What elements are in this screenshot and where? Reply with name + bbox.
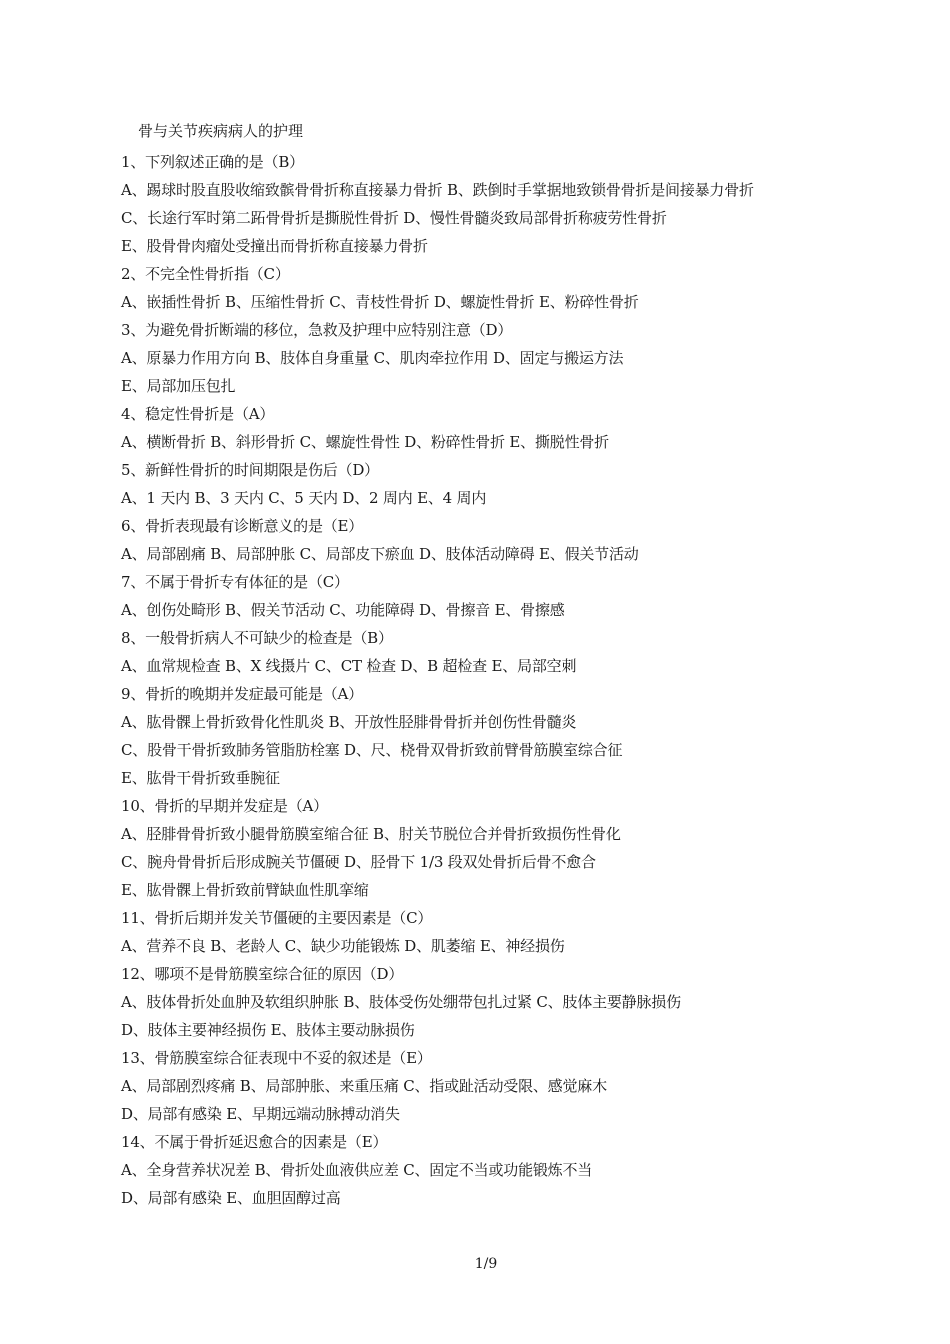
text-line: A、嵌插性骨折 B、压缩性骨折 C、青枝性骨折 D、螺旋性骨折 E、粉碎性骨折 xyxy=(121,293,639,311)
text-line: 11、骨折后期并发关节僵硬的主要因素是（C） xyxy=(121,909,433,927)
text-line: A、创伤处畸形 B、假关节活动 C、功能障碍 D、骨擦音 E、骨擦感 xyxy=(121,601,565,619)
text-line: 8、一般骨折病人不可缺少的检查是（B） xyxy=(121,629,393,647)
text-line: 1、下列叙述正确的是（B） xyxy=(121,153,304,171)
question-list xyxy=(121,148,901,1212)
text-line: A、横断骨折 B、斜形骨折 C、螺旋性骨性 D、粉碎性骨折 E、撕脱性骨折 xyxy=(121,433,609,451)
text-line: A、血常规检查 B、X 线摄片 C、CT 检查 D、B 超检查 E、局部空刺 xyxy=(121,657,577,675)
text-line: D、局部有感染 E、早期远端动脉搏动消失 xyxy=(121,1105,400,1123)
page-number: 1/9 xyxy=(474,1256,498,1272)
text-line: E、股骨骨肉瘤处受撞出而骨折称直接暴力骨折 xyxy=(121,237,428,255)
text-line: 12、哪项不是骨筋膜室综合征的原因（D） xyxy=(121,965,404,983)
text-line: A、营养不良 B、老龄人 C、缺少功能锻炼 D、肌萎缩 E、神经损伤 xyxy=(121,937,565,955)
text-line: A、原暴力作用方向 B、肢体自身重量 C、肌肉牵拉作用 D、固定与搬运方法 xyxy=(121,349,624,367)
text-line: 4、稳定性骨折是（A） xyxy=(121,405,275,423)
text-line: A、肢体骨折处血肿及软组织肿胀 B、肢体受伤处绷带包扎过紧 C、肢体主要静脉损伤 xyxy=(121,993,681,1011)
text-line: 5、新鲜性骨折的时间期限是伤后（D） xyxy=(121,461,379,479)
text-line: D、肢体主要神经损伤 E、肢体主要动脉损伤 xyxy=(121,1021,415,1039)
text-line: A、胫腓骨骨折致小腿骨筋膜室缩合征 B、肘关节脱位合并骨折致损伤性骨化 xyxy=(121,825,621,843)
text-line: A、肱骨髁上骨折致骨化性肌炎 B、开放性胫腓骨骨折并创伤性骨髓炎 xyxy=(121,713,577,731)
text-line: A、全身营养状况差 B、骨折处血液供应差 C、固定不当或功能锻炼不当 xyxy=(121,1161,593,1179)
text-line: 9、骨折的晚期并发症最可能是（A） xyxy=(121,685,363,703)
text-line: A、踢球时股直股收缩致髌骨骨折称直接暴力骨折 B、跌倒时手掌据地致锁骨骨折是间接暴力骨折 xyxy=(121,181,754,199)
text-line: 13、骨筋膜室综合征表现中不妥的叙述是（E） xyxy=(121,1049,432,1067)
text-line: 3、为避免骨折断端的移位，急救及护理中应特别注意（D） xyxy=(121,321,513,339)
document-title: 骨与关节疾病病人的护理 xyxy=(138,122,304,140)
text-line: C、腕舟骨骨折后形成腕关节僵硬 D、胫骨下 1/3 段双处骨折后骨不愈合 xyxy=(121,853,596,871)
text-line: E、肱骨干骨折致垂腕征 xyxy=(121,769,280,787)
text-line: 7、不属于骨折专有体征的是（C） xyxy=(121,573,349,591)
text-line: C、长途行军时第二跖骨骨折是撕脱性骨折 D、慢性骨髓炎致局部骨折称疲劳性骨折 xyxy=(121,209,667,227)
text-line: A、1 天内 B、3 天内 C、5 天内 D、2 周内 E、4 周内 xyxy=(121,489,487,507)
text-line: D、局部有感染 E、血胆固醇过高 xyxy=(121,1189,341,1207)
text-line: 6、骨折表现最有诊断意义的是（E） xyxy=(121,517,364,535)
text-line: E、肱骨髁上骨折致前臂缺血性肌挛缩 xyxy=(121,881,369,899)
text-line: E、局部加压包扎 xyxy=(121,377,236,395)
text-line: A、局部剧烈疼痛 B、局部肿胀、来重压痛 C、指或趾活动受限、感觉麻木 xyxy=(121,1077,607,1095)
text-line: 2、不完全性骨折指（C） xyxy=(121,265,290,283)
text-line: A、局部剧痛 B、局部肿胀 C、局部皮下瘀血 D、肢体活动障碍 E、假关节活动 xyxy=(121,545,639,563)
text-line: 14、不属于骨折延迟愈合的因素是（E） xyxy=(121,1133,388,1151)
text-line: 10、骨折的早期并发症是（A） xyxy=(121,797,328,815)
text-line: C、股骨干骨折致肺务管脂肪栓塞 D、尺、桡骨双骨折致前臂骨筋膜室综合征 xyxy=(121,741,623,759)
